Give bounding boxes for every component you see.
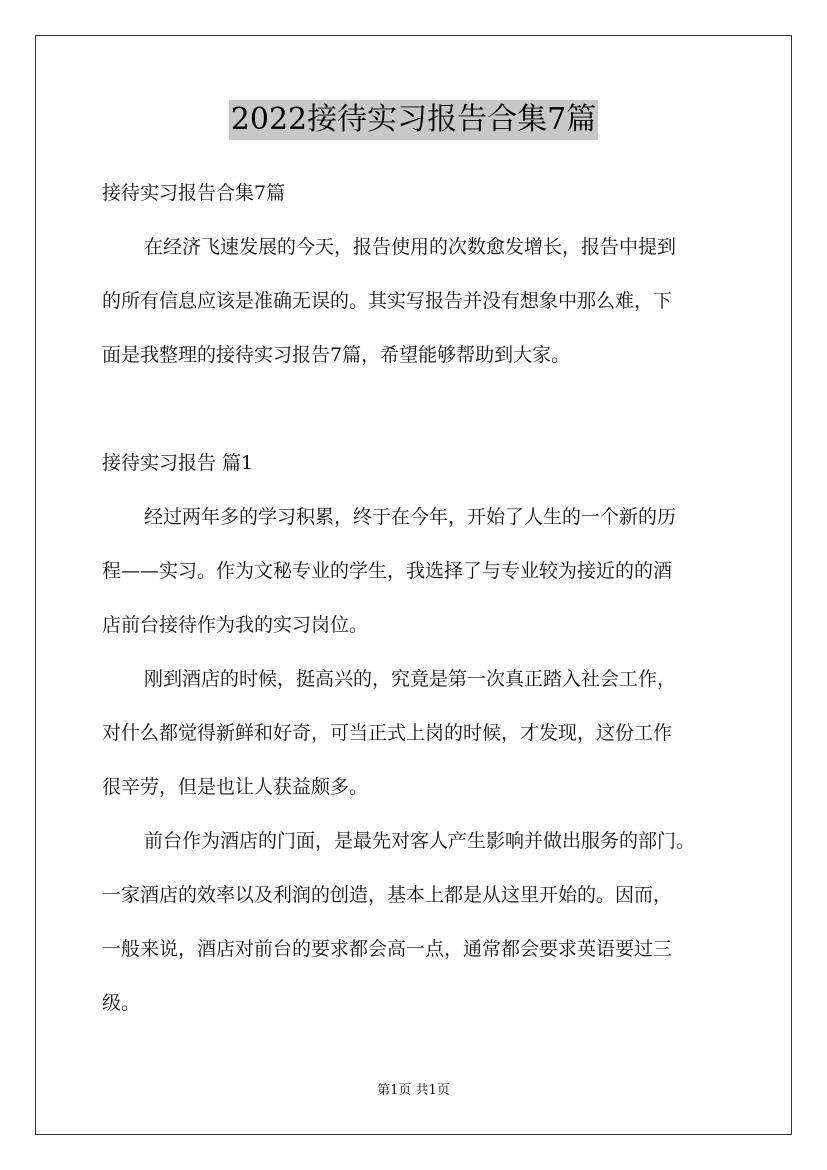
paragraph-1-line-2: 程——实习。作为文秘专业的学生，我选择了与专业较为接近的的酒 <box>102 560 673 582</box>
page-footer: 第1页 共1页 <box>377 1083 450 1098</box>
document-title: 2022接待实习报告合集7篇 <box>229 100 598 140</box>
paragraph-3-line-1: 前台作为酒店的门面，是最先对客人产生影响并做出服务的部门。 <box>144 830 696 852</box>
section-heading: 接待实习报告 篇1 <box>102 452 254 474</box>
intro-line-2: 的所有信息应该是准确无误的。其实写报告并没有想象中那么难，下 <box>102 290 673 312</box>
paragraph-2-line-2: 对什么都觉得新鲜和好奇，可当正式上岗的时候，才发现，这份工作 <box>102 722 673 744</box>
intro-line-1: 在经济飞速发展的今天，报告使用的次数愈发增长，报告中提到 <box>144 236 677 258</box>
paragraph-2-line-1: 刚到酒店的时候，挺高兴的，究竟是第一次真正踏入社会工作， <box>144 668 677 690</box>
intro-line-3: 面是我整理的接待实习报告7篇，希望能够帮助到大家。 <box>102 344 571 366</box>
subtitle: 接待实习报告合集7篇 <box>102 182 286 204</box>
paragraph-1-line-3: 店前台接待作为我的实习岗位。 <box>102 614 369 636</box>
paragraph-1-line-1: 经过两年多的学习积累，终于在今年，开始了人生的一个新的历 <box>144 506 677 528</box>
paragraph-3-line-2: 一家酒店的效率以及利润的创造，基本上都是从这里开始的。因而， <box>102 884 673 906</box>
paragraph-2-line-3: 很辛劳，但是也让人获益颇多。 <box>102 776 369 798</box>
paragraph-3-line-4: 级。 <box>102 992 141 1014</box>
paragraph-3-line-3: 一般来说，酒店对前台的要求都会高一点，通常都会要求英语要过三 <box>102 938 673 960</box>
title-container <box>0 100 827 140</box>
